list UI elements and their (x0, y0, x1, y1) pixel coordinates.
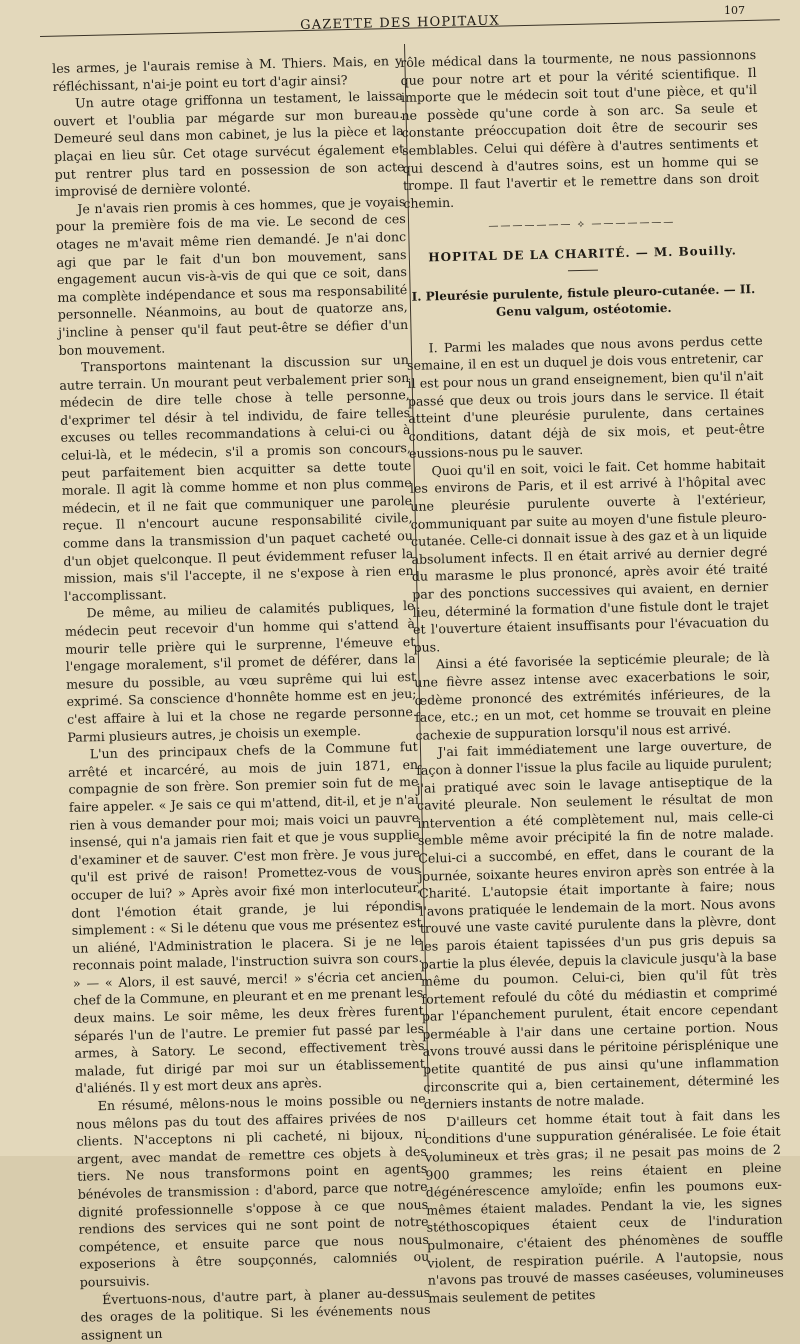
paragraph: Transportons maintenant la discussion sur un autre terrain. Un mourant peut verbalement prier son médecin de dire telle chose à telle personne, d'exprimer tel désir à tel individu, de faire telles excuses ou telles recommandations à celui-ci ou à celui-là, et le médecin, s'il a promis son concours, peut parfaitement bien acquitter sa dette toute morale. Il agit là comme homme et non plus comme médecin, et il ne fait que communiquer une parole reçue. Il n'encourt aucune responsabilité civile, comme dans la transmission d'un paquet cacheté ou d'un objet quelconque. Il peut évidemment refuser la mission, mais s'il l'accepte, il ne s'expose à rien en l'accomplissant. (59, 352, 414, 604)
paragraph: Ainsi a été favorisée la septicémie pleurale; de là une fièvre assez intense avec exacerbations le soir, œdème prononcé des extrémités inférieures, de la face, etc.; en un mot, cet homme se trouvait en pleine cachexie de suppuration lorsqu'il nous est arrivé. (414, 649, 772, 743)
paragraph: I. Parmi les malades que nous avons perdus cette semaine, il en est un duquel je dois vous entretenir, car il est pour nous un grand enseignement, bien qu'il n'ait passé que deux ou trois jours dans le service. Il était atteint d'une pleurésie purulente, dans certaines conditions, datant déjà de six mois, et peut-être eussions-nous pu le sauver. (406, 332, 765, 462)
paragraph: Un autre otage griffonna un testament, le laissa ouvert et l'oublia par mégarde sur mon bureau. Demeuré seul dans mon cabinet, je lus la pièce et la plaçai en lieu sûr. Cet otage survécut également et put rentrer plus tard en possession de son acte improvisé de dernière volonté. (53, 88, 405, 200)
left-column (52, 52, 431, 1344)
paragraph: En résumé, mêlons-nous le moins possible ou ne nous mêlons pas du tout des affaires privées de nos clients. N'acceptons ni pli cacheté, ni bijoux, ni argent, avec mandat de remettre ces objets à des tiers. Ne nous transformons point en agents bénévoles de transmission : d'abord, parce que notre dignité professionnelle s'oppose à ce que nous rendions des services qui ne sont point de notre compétence, et ensuite parce que nous nous exposerions à être soupçonnés, calomniés ou poursuivis. (75, 1090, 430, 1290)
paragraph: J'ai fait immédiatement une large ouverture, de façon à donner l'issue la plus facile au liquide purulent; j'ai pratiqué avec soin le lavage antiseptique de la cavité pleurale. Non seulement le résultat de mon intervention a été complètement nul, mais celle-ci semble même avoir précipité la fin de notre malade. Celui-ci a succombé, en effet, dans le courant de la journée, soixante heures environ après son entrée à la Charité. L'autopsie était importante à faire; nous l'avons pratiquée le lendemain de la mort. Nous avons trouvé une vaste cavité purulente dans la plèvre, dont les parois étaient tapissées d'un pus gris depuis sa partie la plus élevée, depuis la clavicule jusqu'à la base même du poumon. Celui-ci, bien qu'il fût très fortement refoulé du côté du médiastin et comprimé par l'épanchement purulent, était encore cependant perméable à l'air dans une certaine portion. Nous avons trouvé aussi dans le péritoine périsplénique une petite quantité de pus ainsi qu'une inflammation circonscrite qui a, bien certainement, déterminé les derniers instants de notre malade. (416, 737, 780, 1112)
paragraph: rôle médical dans la tourmente, ne nous passionnons que pour notre art et pour la vérité scientifique. Il importe que le médecin soit tout d'une pièce, et qu'il ne possède qu'une corde à son arc. Sa seule et constante préoccupation doit être de secourir ses semblables. Celui qui défère à d'autres sentiments et qui descend à d'autres soins, est un homme qui se trompe. Il faut l'avertir et le remettre dans son droit chemin. (400, 46, 760, 211)
right-column (400, 46, 784, 1307)
paragraph: Évertuons-nous, d'autre part, à planer au-dessus des orages de la politique. Si les événements nous assignent un (80, 1284, 431, 1343)
section-title: HOPITAL DE LA CHARITÉ. — M. Bouilly. (428, 243, 738, 265)
article-subtitle: I. Pleurésie purulente, fistule pleuro-cutanée. — II. Genu valgum, ostéotomie. (411, 281, 756, 320)
running-head: GAZETTE DES HOPITAUX (300, 13, 501, 33)
paragraph: Je n'avais rien promis à ces hommes, que je voyais pour la première fois de ma vie. Le second de ces otages ne m'avait même rien demandé. Je n'ai donc agi que par le fait d'un bon mouvement, sans engagement aucun vis-à-vis de qui que ce soit, dans ma complète indépendance et sous ma responsabilité personnelle. Néanmoins, au bout de quatorze ans, j'incline à penser qu'il faut peut-être se défier d'un bon mouvement. (55, 193, 409, 358)
section-separator: ——————— ⟡ ——————— (488, 217, 676, 233)
paragraph: Quoi qu'il en soit, voici le fait. Cet homme habitait les environs de Paris, et il est arrivé à l'hôpital avec une pleurésie purulente ouverte à l'extérieur, communiquant par suite au moyen d'une fistule pleuro-cutanée. Celle-ci donnait issue à des gaz et à un liquide absolument infects. Il en était arrivé au dernier degré du marasme le plus prononcé, après avoir été traité par des ponctions successives qui avaient, en dernier lieu, déterminé la formation d'une fistule dont le trajet et l'ouverture étaient insuffisants pour l'évacuation du pus. (409, 455, 770, 655)
paragraph: L'un des principaux chefs de la Commune fut arrêté et incarcéré, au mois de juin 1871, en compagnie de son frère. Son premier soin fut de me faire appeler. « Je sais ce qui m'attend, dit-il, et je n'ai rien à vous demander pour moi; mais voici un pauvre insensé, qui n'a jamais rien fait et que je vous supplie d'examiner et de sauver. C'est mon frère. Je vous jure qu'il est privé de raison! Promettez-vous de vous occuper de lui? » Après avoir fixé mon interlocuteur, dont l'émotion était grande, je lui répondis simplement : « Si le détenu que vous me présentez est un aliéné, l'Administration le placera. Si je ne le reconnais point malade, l'instruction suivra son cours. » — « Alors, il est sauvé, merci! » s'écria cet ancien chef de la Commune, en pleurant et en me prenant les deux mains. Le soir même, les deux frères furent séparés l'un de l'autre. Le premier fut passé par les armes, à Satory. Le second, effectivement très malade, fut dirigé par moi sur un établissement d'aliénés. Il y est mort deux ans après. (67, 739, 426, 1097)
title-rule (568, 269, 598, 271)
paragraph: D'ailleurs cet homme était tout à fait dans les conditions d'une suppuration généralisée. Le foie était volumineux et très gras; il ne pesait pas moins de 2 900 grammes; les reins étaient en pleine dégénérescence amyloïde; enfin les poumons eux-mêmes étaient malades. Pendant la vie, les signes stéthoscopiques étaient ceux de l'induration pulmonaire, c'étaient des phénomènes de souffle violent, de respiration puérile. A l'autopsie, nous n'avons pas trouvé de masses caséeuses, volumineuses mais seulement de petites (424, 1106, 784, 1306)
paragraph: les armes, je l'aurais remise à M. Thiers. Mais, en y réfléchissant, n'ai-je point eu tort d'agir ainsi? (52, 53, 403, 94)
paragraph: De même, au milieu de calamités publiques, le médecin peut recevoir d'un homme qui s'attend à mourir telle prière qui le surprenne, l'émeuve et l'engage moralement, s'il promet de déférer, dans la mesure du possible, au vœu suprême qui lui est exprimé. Sa conscience d'honnête homme est en jeu; c'est affaire à lui et la chose ne regarde personne. Parmi plusieurs autres, je choisis un exemple. (64, 598, 418, 745)
page-number: 107 (724, 4, 745, 17)
